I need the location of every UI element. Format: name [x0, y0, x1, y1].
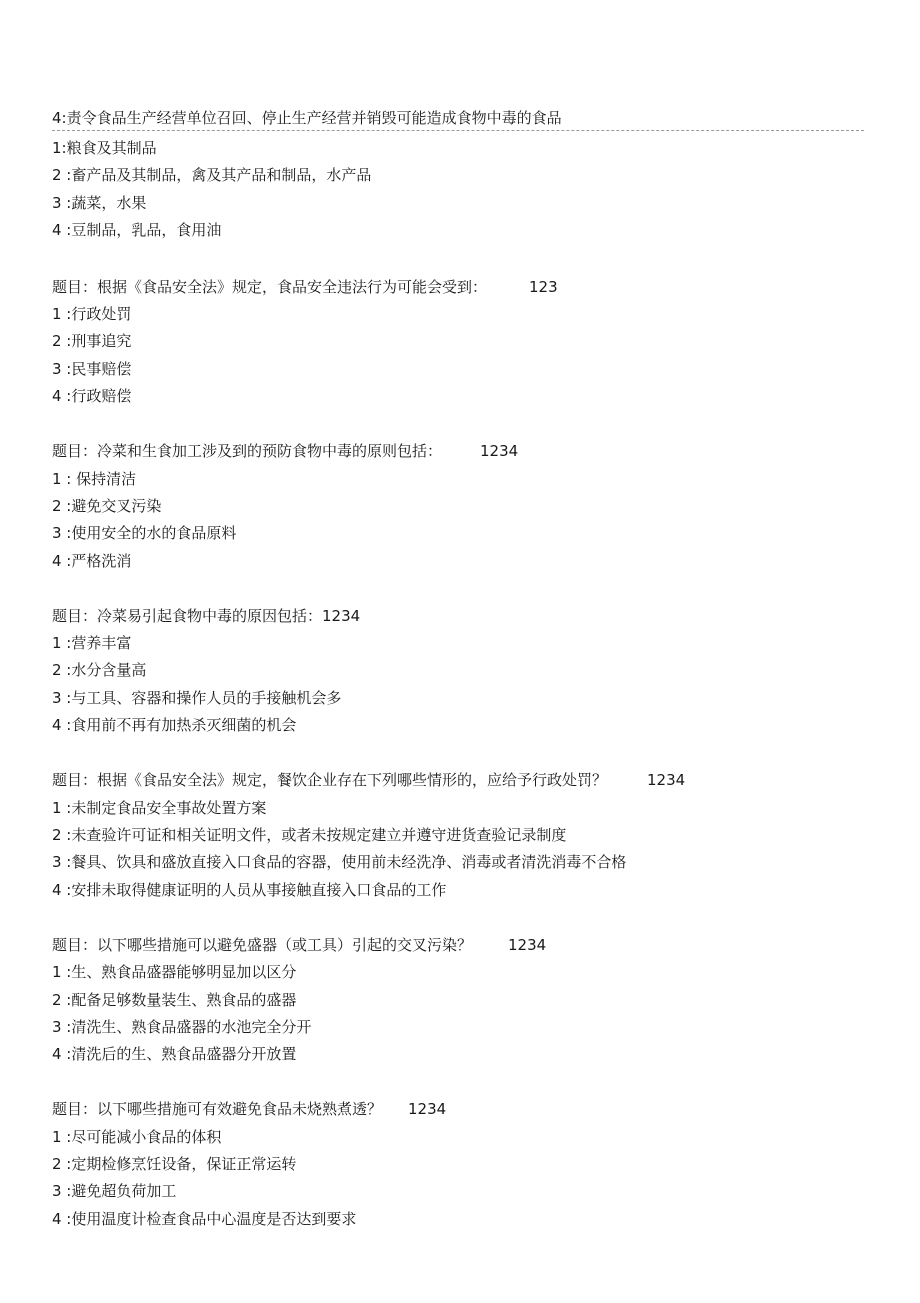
option-item: 4 :行政赔偿: [52, 387, 132, 406]
question-block: [52, 767, 864, 904]
option-item: 3 :餐具、饮具和盛放直接入口食品的容器，使用前未经洗净、消毒或者清洗消毒不合格: [52, 853, 627, 872]
question-answer: 1234: [322, 606, 361, 625]
option-item: 3 :民事赔偿: [52, 359, 132, 378]
question-title: [52, 1096, 864, 1123]
question-title: [52, 603, 864, 630]
option-item: 2 :刑事追究: [52, 332, 132, 351]
question-answer: 1234: [480, 442, 519, 461]
question-text: 题目：根据《食品安全法》规定，食品安全违法行为可能会受到：: [52, 277, 488, 296]
option-item: 1 :营养丰富: [52, 634, 132, 653]
top-answer-line: 4:责令食品生产经营单位召回、停止生产经营并销毁可能造成食物中毒的食品: [52, 109, 562, 127]
option-item: 3 :避免超负荷加工: [52, 1182, 177, 1201]
option-item: 3 :使用安全的水的食品原料: [52, 524, 237, 543]
option-item: 1:粮食及其制品: [52, 139, 157, 157]
document-body: [52, 108, 864, 1233]
option-item: 4 :使用温度计检查食品中心温度是否达到要求: [52, 1209, 357, 1228]
option-item: 4 :豆制品，乳品，食用油: [52, 221, 222, 240]
question-text: 题目：根据《食品安全法》规定，餐饮企业存在下列哪些情形的，应给予行政处罚？: [52, 771, 608, 790]
option-item: 2 :配备足够数量装生、熟食品的盛器: [52, 990, 297, 1009]
option-item: 1 :未制定食品安全事故处置方案: [52, 798, 267, 817]
question-title: [52, 767, 864, 794]
question-block: [52, 274, 864, 411]
option-item: 4 :严格洗消: [52, 551, 132, 570]
question-title: [52, 438, 864, 465]
option-item: 3 :蔬菜，水果: [52, 193, 147, 212]
option-item: 3 :清洗生、熟食品盛器的水池完全分开: [52, 1017, 312, 1036]
question-block: [52, 1096, 864, 1233]
option-item: 4 :安排未取得健康证明的人员从事接触直接入口食品的工作: [52, 880, 447, 899]
option-item: 2 :畜产品及其制品，禽及其产品和制品，水产品: [52, 166, 372, 185]
option-item: 3 :与工具、容器和操作人员的手接触机会多: [52, 688, 342, 707]
question-text: 题目：以下哪些措施可以避免盛器（或工具）引起的交叉污染？: [52, 935, 473, 954]
option-item: 1 :尽可能减小食品的体积: [52, 1127, 222, 1146]
option-item: 1 :生、熟食品盛器能够明显加以区分: [52, 963, 297, 982]
question-answer: 123: [529, 277, 558, 296]
top-options: [52, 135, 864, 245]
option-item: 1 :行政处罚: [52, 304, 132, 323]
divider-line: [52, 130, 864, 131]
option-item: 4 :清洗后的生、熟食品盛器分开放置: [52, 1045, 297, 1064]
option-item: 4 :食用前不再有加热杀灭细菌的机会: [52, 716, 297, 735]
option-item: 2 :水分含量高: [52, 661, 147, 680]
question-title: [52, 932, 864, 959]
question-text: 题目：冷菜易引起食物中毒的原因包括：: [52, 606, 323, 625]
question-answer: 1234: [647, 771, 686, 790]
option-item: 2 :未查验许可证和相关证明文件，或者未按规定建立并遵守进货查验记录制度: [52, 825, 567, 844]
question-text: 题目：以下哪些措施可有效避免食品未烧熟煮透？: [52, 1100, 383, 1119]
question-text: 题目：冷菜和生食加工涉及到的预防食物中毒的原则包括：: [52, 442, 443, 461]
option-item: 1 : 保持清洁: [52, 469, 137, 488]
question-block: [52, 603, 864, 740]
question-block: [52, 438, 864, 575]
option-item: 2 :定期检修烹饪设备，保证正常运转: [52, 1155, 297, 1174]
question-title: [52, 274, 864, 301]
question-block: [52, 932, 864, 1069]
question-answer: 1234: [408, 1100, 447, 1119]
question-answer: 1234: [508, 935, 547, 954]
option-item: 2 :避免交叉污染: [52, 496, 162, 515]
